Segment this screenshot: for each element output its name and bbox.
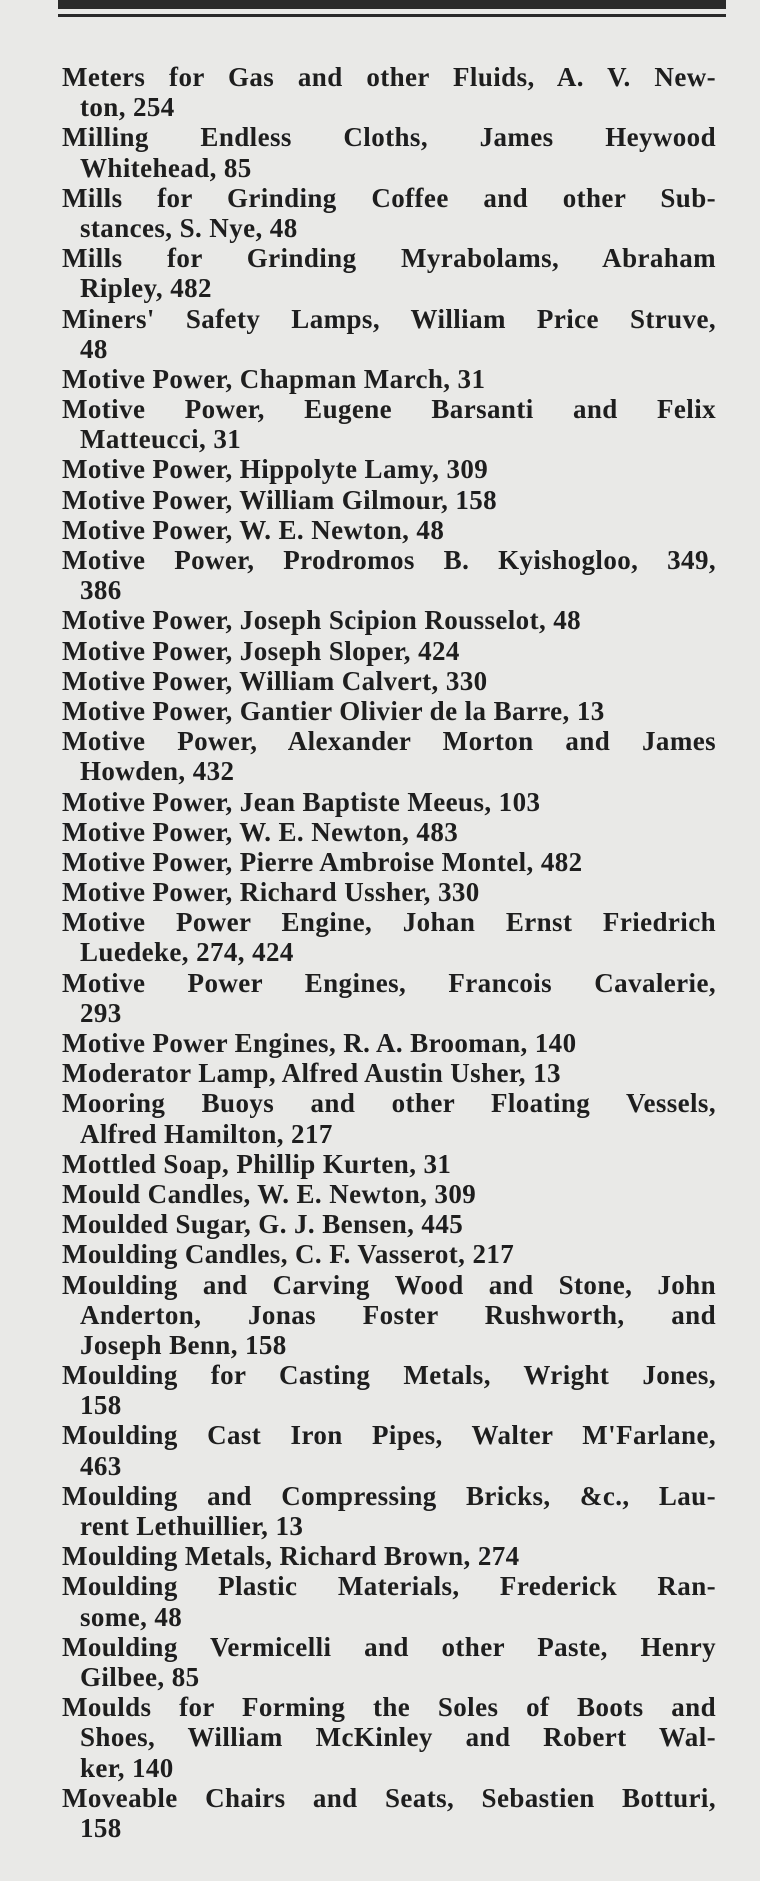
index-entry (62, 122, 716, 182)
entry-continuation-line: 158 (80, 1812, 122, 1843)
index-entry (62, 1360, 716, 1420)
entry-line: Motive Power Engine, Johan Ernst Friedrich (62, 907, 716, 938)
entry-continuation-line: Anderton, Jonas Foster Rushworth, and (80, 1299, 716, 1330)
header-rule-thick (58, 0, 726, 9)
entry-continuation-line: 463 (80, 1450, 122, 1481)
index-entry (62, 485, 716, 515)
index-entry (62, 545, 716, 605)
index-entry (62, 364, 716, 394)
index-entry (62, 1270, 716, 1361)
entry-continuation-line: Luedeke, 274, 424 (80, 937, 294, 968)
entry-continuation-line: stances, S. Nye, 48 (80, 212, 298, 243)
entry-continuation-line: Ripley, 482 (80, 273, 212, 304)
entry-continuation-line: 48 (80, 333, 108, 364)
index-entry (62, 1481, 716, 1541)
entry-continuation-line: Whitehead, 85 (80, 152, 252, 183)
index-entry (62, 1692, 716, 1783)
index-column (62, 62, 716, 1843)
entry-line: Mills for Grinding Coffee and other Sub- (62, 182, 716, 213)
index-entry (62, 1209, 716, 1239)
entry-line: Motive Power Engines, R. A. Brooman, 140 (62, 1028, 577, 1058)
entry-continuation-line: ker, 140 (80, 1752, 174, 1783)
entry-continuation-line: some, 48 (80, 1601, 183, 1632)
index-entry (62, 907, 716, 967)
index-entry (62, 968, 716, 1028)
entry-continuation-line: ton, 254 (80, 92, 175, 123)
entry-continuation-line: rent Lethuillier, 13 (80, 1511, 304, 1541)
index-entry (62, 243, 716, 303)
index-entry (62, 183, 716, 243)
entry-line: Mould Candles, W. E. Newton, 309 (62, 1178, 477, 1209)
index-entry (62, 454, 716, 484)
index-entry (62, 62, 716, 122)
index-entry (62, 877, 716, 907)
entry-line: Moulded Sugar, G. J. Bensen, 445 (62, 1209, 464, 1240)
index-entry (62, 1149, 716, 1179)
index-entry (62, 666, 716, 696)
entry-line: Moveable Chairs and Seats, Sebastien Botturi, (62, 1782, 716, 1813)
entry-line: Motive Power, Eugene Barsanti and Felix (62, 394, 716, 425)
index-entry (62, 1239, 716, 1269)
index-entry (62, 304, 716, 364)
entry-line: Motive Power, Joseph Scipion Rousselot, 48 (62, 605, 582, 636)
entry-continuation-line: Matteucci, 31 (80, 424, 242, 455)
entry-continuation-line: Gilbee, 85 (80, 1661, 200, 1692)
entry-line: Moulding Candles, C. F. Vasserot, 217 (62, 1239, 515, 1270)
entry-line: Motive Power Engines, Francois Cavalerie, (62, 967, 716, 998)
entry-line: Mills for Grinding Myrabolams, Abraham (62, 243, 716, 274)
entry-continuation-line: Shoes, William McKinley and Robert Wal- (80, 1722, 716, 1753)
index-entry (62, 1420, 716, 1480)
entry-continuation-line: Howden, 432 (80, 756, 235, 787)
entry-line: Motive Power, Prodromos B. Kyishogloo, 349, (62, 545, 716, 575)
index-entry (62, 847, 716, 877)
entry-line: Moderator Lamp, Alfred Austin Usher, 13 (62, 1058, 561, 1089)
entry-line: Miners' Safety Lamps, William Price Struve, (62, 303, 716, 334)
header-rule-thin (58, 14, 726, 17)
index-entry (62, 1179, 716, 1209)
entry-line: Moulds for Forming the Soles of Boots and (62, 1692, 716, 1723)
entry-line: Mottled Soap, Phillip Kurten, 31 (62, 1148, 452, 1179)
entry-line: Motive Power, Alexander Morton and James (62, 726, 716, 757)
index-entry (62, 787, 716, 817)
entry-line: Motive Power, W. E. Newton, 483 (62, 816, 459, 847)
entry-line: Moulding Cast Iron Pipes, Walter M'Farlane, (62, 1420, 716, 1451)
entry-line: Moulding and Compressing Bricks, &c., Lau- (62, 1480, 716, 1511)
entry-line: Motive Power, W. E. Newton, 48 (62, 514, 445, 545)
index-entry (62, 1632, 716, 1692)
index-entry (62, 394, 716, 454)
index-entry (62, 1571, 716, 1631)
index-entry (62, 605, 716, 635)
entry-continuation-line: Joseph Benn, 158 (80, 1329, 287, 1360)
index-entry (62, 1541, 716, 1571)
entry-line: Motive Power, William Calvert, 330 (62, 665, 488, 696)
index-entry (62, 1058, 716, 1088)
index-entry (62, 1028, 716, 1058)
index-entry (62, 636, 716, 666)
index-entry (62, 1088, 716, 1148)
entry-continuation-line: 293 (80, 997, 122, 1028)
entry-line: Motive Power, William Gilmour, 158 (62, 484, 498, 515)
entry-line: Moulding for Casting Metals, Wright Jones, (62, 1360, 716, 1391)
index-entry (62, 817, 716, 847)
index-entry (62, 515, 716, 545)
entry-continuation-line: 386 (80, 575, 122, 606)
index-entry (62, 1783, 716, 1843)
entry-line: Milling Endless Cloths, James Heywood (62, 122, 716, 153)
entry-line: Moulding Plastic Materials, Frederick Ran- (62, 1571, 716, 1602)
entry-line: Moulding Metals, Richard Brown, 274 (62, 1541, 520, 1572)
entry-continuation-line: Alfred Hamilton, 217 (80, 1118, 333, 1149)
entry-line: Meters for Gas and other Fluids, A. V. New- (62, 62, 716, 92)
entry-line: Motive Power, Chapman March, 31 (62, 363, 486, 394)
entry-line: Motive Power, Gantier Olivier de la Barre, 13 (62, 695, 605, 726)
entry-line: Motive Power, Hippolyte Lamy, 309 (62, 454, 489, 485)
entry-line: Motive Power, Richard Ussher, 330 (62, 877, 480, 908)
entry-line: Motive Power, Pierre Ambroise Montel, 482 (62, 846, 583, 877)
entry-line: Moulding Vermicelli and other Paste, Henry (62, 1631, 716, 1662)
entry-line: Motive Power, Joseph Sloper, 424 (62, 635, 460, 666)
index-entry (62, 696, 716, 726)
entry-line: Motive Power, Jean Baptiste Meeus, 103 (62, 786, 541, 817)
entry-continuation-line: 158 (80, 1390, 122, 1421)
entry-line: Mooring Buoys and other Floating Vessels, (62, 1088, 716, 1119)
entry-line: Moulding and Carving Wood and Stone, John (62, 1269, 716, 1300)
index-entry (62, 726, 716, 786)
